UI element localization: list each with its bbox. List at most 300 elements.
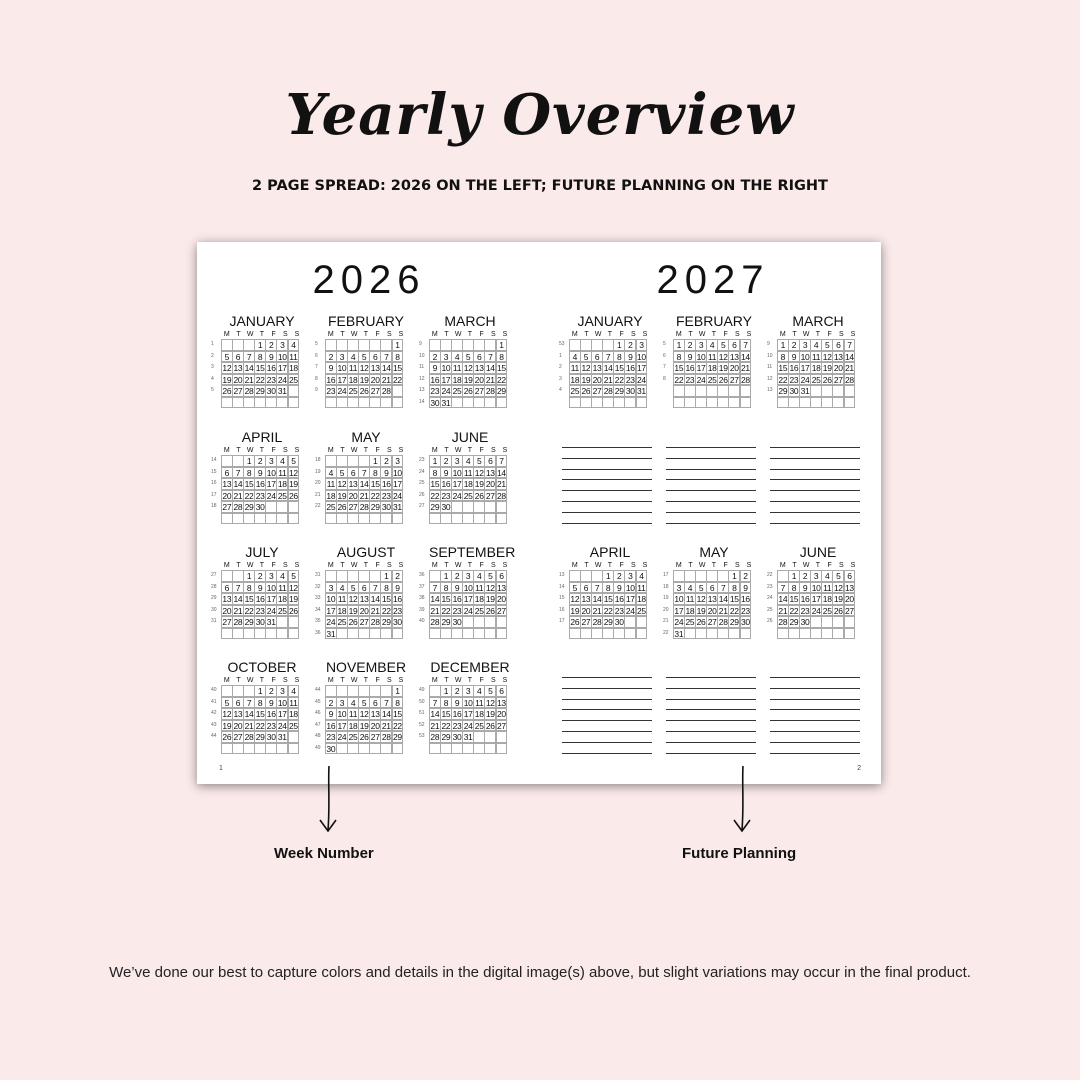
day-cell: 20: [844, 594, 854, 604]
weekday-initial: M: [431, 331, 438, 338]
day-cell: 22: [255, 720, 265, 731]
day-cell: 12: [359, 363, 369, 373]
month-name: APRIL: [241, 429, 283, 445]
day-cell: 11: [570, 363, 579, 373]
day-cell: 1: [788, 570, 800, 582]
week-row: [315, 593, 407, 605]
planning-line: [562, 709, 652, 710]
day-cell: 20: [496, 709, 506, 719]
day-cell: 2: [684, 339, 696, 351]
week-number: 53: [559, 341, 565, 347]
day-cell: 3: [451, 455, 463, 467]
day-cell: 3: [799, 339, 811, 351]
day-cell: 9: [451, 697, 463, 709]
planning-line: [770, 742, 860, 743]
week-row: [315, 720, 407, 732]
week-row: [419, 362, 511, 374]
planning-lines: [666, 447, 756, 533]
day-cell: 29: [244, 617, 254, 627]
day-cell: 30: [625, 386, 635, 396]
day-cell: 6: [232, 697, 244, 709]
day-cell: 8: [440, 582, 452, 594]
day-cell: 1: [496, 339, 508, 351]
day-cell: 4: [706, 339, 718, 351]
week-number: 1: [211, 341, 214, 347]
month-calendar: [663, 313, 755, 408]
day-cell: 22: [255, 374, 265, 385]
planning-line: [770, 709, 860, 710]
day-cell: 29: [729, 617, 739, 627]
day-cell: 7: [429, 582, 441, 594]
week-number: 13: [767, 387, 773, 393]
day-cell: [243, 339, 255, 351]
weekday-initial: W: [350, 677, 358, 684]
day-cell: [799, 397, 811, 409]
week-row: [663, 339, 755, 351]
day-cell: [254, 743, 266, 755]
day-cell: 11: [464, 467, 473, 478]
day-cell: 1: [392, 339, 404, 351]
weekday-initial: F: [271, 331, 276, 338]
day-cell: [777, 570, 789, 582]
day-cell: 27: [370, 386, 380, 396]
day-cell: 12: [337, 479, 347, 489]
planning-line: [770, 731, 860, 732]
week-number: 13: [419, 387, 425, 393]
day-cell: 24: [337, 732, 347, 742]
day-cell: 18: [707, 363, 717, 373]
day-cell: 23: [255, 605, 265, 616]
planning-line: [666, 469, 756, 470]
day-cell: 23: [789, 374, 799, 385]
day-cell: 10: [277, 697, 287, 708]
weekday-initial: S: [386, 677, 392, 684]
day-cell: 16: [266, 363, 276, 373]
week-row: [315, 743, 407, 755]
weekday-initial: S: [490, 677, 496, 684]
week-number: 17: [663, 572, 669, 578]
day-cell: 28: [430, 732, 440, 742]
month-calendar: [767, 313, 859, 408]
day-cell: [232, 628, 244, 640]
day-cell: 29: [603, 617, 613, 627]
day-cell: 5: [821, 339, 833, 351]
day-cell: 1: [254, 339, 266, 351]
day-cell: 9: [380, 467, 392, 479]
day-cell: [336, 570, 348, 582]
day-cell: 22: [244, 490, 254, 501]
weekday-initial: T: [340, 677, 345, 684]
day-cell: 16: [452, 709, 462, 719]
planning-line: [770, 720, 860, 721]
day-cell: 8: [728, 582, 740, 594]
day-cell: 24: [266, 490, 276, 501]
day-cell: 31: [800, 386, 810, 396]
week-number: 22: [663, 629, 669, 636]
day-cell: 24: [800, 374, 810, 385]
day-cell: 21: [592, 605, 602, 616]
day-cell: [810, 616, 822, 628]
day-cell: [221, 455, 233, 467]
weekday-initial: M: [223, 562, 230, 569]
day-cell: 27: [359, 617, 369, 627]
day-cell: 5: [358, 697, 370, 709]
week-row: [315, 605, 407, 617]
day-cell: 27: [833, 374, 843, 385]
week-number: 17: [211, 491, 217, 498]
weekday-initial: T: [236, 562, 241, 569]
weekday-initial: M: [571, 331, 578, 338]
day-cell: [325, 455, 337, 467]
week-row: [663, 570, 755, 582]
weekday-header: [325, 676, 407, 685]
day-cell: 26: [822, 374, 832, 385]
week-row: [419, 374, 511, 386]
day-cell: 19: [485, 594, 495, 604]
day-cell: [636, 628, 648, 640]
day-cell: [380, 339, 392, 351]
day-cell: 2: [254, 455, 266, 467]
weekday-initial: W: [594, 331, 602, 338]
week-row: [663, 616, 755, 628]
day-cell: 19: [474, 479, 484, 489]
day-cell: 27: [348, 502, 358, 512]
weekday-initial: S: [386, 447, 392, 454]
day-cell: [347, 570, 359, 582]
week-row: [211, 628, 303, 640]
week-row: [315, 478, 407, 490]
day-cell: 19: [222, 720, 232, 731]
day-cell: 12: [222, 709, 232, 719]
day-cell: 29: [614, 386, 624, 396]
week-row: [211, 685, 303, 697]
day-cell: 14: [592, 594, 602, 604]
week-row: [211, 720, 303, 732]
day-cell: 4: [684, 582, 696, 594]
day-cell: [221, 339, 233, 351]
day-cell: [777, 628, 789, 640]
weekday-initial: W: [802, 562, 810, 569]
day-cell: 23: [326, 732, 336, 742]
day-cell: [392, 513, 404, 525]
weekday-initial: W: [594, 562, 602, 569]
day-cell: 13: [370, 363, 380, 373]
day-cell: [232, 743, 244, 755]
week-number: 27: [419, 503, 425, 509]
weekday-initial: M: [431, 447, 438, 454]
week-number: 43: [211, 721, 217, 728]
day-cell: 10: [392, 467, 402, 478]
day-cell: 5: [695, 582, 707, 594]
day-cell: 6: [484, 455, 496, 467]
day-cell: 24: [463, 605, 473, 616]
day-cell: 3: [810, 570, 822, 582]
day-cell: 4: [636, 570, 648, 582]
day-cell: 9: [740, 582, 752, 594]
week-row: [663, 351, 755, 363]
planning-line: [562, 742, 652, 743]
week-number: 2: [559, 364, 562, 370]
day-cell: 26: [337, 502, 347, 512]
day-cell: [429, 628, 441, 640]
day-cell: 10: [800, 351, 810, 362]
day-cell: [473, 743, 485, 755]
day-cell: 27: [496, 720, 506, 731]
week-number: 3: [559, 375, 562, 382]
day-cell: 7: [740, 339, 752, 351]
week-row: [211, 593, 303, 605]
day-cell: 26: [485, 720, 495, 731]
day-cell: 14: [359, 479, 369, 489]
day-cell: [810, 397, 822, 409]
day-cell: 10: [452, 467, 462, 478]
day-cell: 8: [243, 467, 255, 479]
day-cell: [232, 455, 244, 467]
day-cell: [473, 397, 485, 409]
day-cell: 9: [392, 582, 404, 594]
day-cell: 7: [232, 467, 244, 479]
week-row: [559, 362, 651, 374]
week-row: [767, 397, 859, 409]
day-cell: 25: [348, 732, 358, 742]
day-cell: 28: [485, 386, 495, 396]
day-cell: [325, 339, 337, 351]
day-cell: 10: [441, 363, 451, 373]
weekday-header: [221, 446, 303, 455]
day-cell: 8: [602, 582, 614, 594]
day-cell: 13: [233, 709, 243, 719]
weekday-initial: T: [815, 562, 821, 569]
day-cell: 21: [244, 720, 254, 731]
day-cell: 19: [581, 374, 591, 385]
week-row: [211, 513, 303, 525]
day-cell: 29: [430, 502, 440, 512]
arrow-down-icon: [727, 764, 757, 836]
weekday-initial: W: [350, 447, 358, 454]
day-cell: [243, 685, 255, 697]
day-cell: 30: [740, 617, 750, 627]
day-cell: 1: [243, 455, 255, 467]
day-cell: 2: [254, 570, 266, 582]
day-cell: [265, 397, 277, 409]
day-cell: 13: [496, 697, 506, 708]
planning-line: [562, 447, 652, 448]
day-cell: 16: [255, 594, 265, 604]
day-cell: 14: [430, 594, 440, 604]
day-cell: 15: [778, 363, 788, 373]
day-cell: 5: [221, 351, 233, 363]
day-cell: 18: [452, 374, 462, 385]
week-number: 10: [419, 352, 425, 359]
day-cell: 22: [789, 605, 799, 616]
week-number: 51: [419, 710, 425, 716]
week-row: [663, 385, 755, 397]
weekday-initial: F: [479, 677, 484, 684]
day-cell: 17: [636, 363, 646, 373]
day-cell: 3: [636, 339, 648, 351]
day-cell: [832, 397, 844, 409]
day-cell: 24: [441, 386, 451, 396]
day-cell: 5: [832, 570, 844, 582]
week-number: 9: [419, 341, 422, 347]
day-cell: [569, 570, 581, 582]
day-cell: 8: [392, 697, 404, 709]
week-row: [663, 397, 755, 409]
day-cell: 11: [326, 479, 335, 489]
day-cell: [706, 385, 718, 397]
week-number: 40: [211, 687, 217, 693]
month-calendar: [663, 544, 755, 639]
day-cell: 17: [811, 594, 821, 604]
weekday-initial: F: [479, 447, 484, 454]
day-cell: 3: [462, 570, 474, 582]
day-cell: 19: [718, 363, 728, 373]
day-cell: 18: [348, 374, 358, 385]
day-cell: 2: [392, 570, 404, 582]
week-row: [315, 628, 407, 640]
day-cell: 29: [244, 502, 254, 512]
day-cell: 26: [718, 374, 728, 385]
day-cell: [462, 501, 474, 513]
day-cell: 18: [326, 490, 336, 501]
day-cell: 14: [603, 363, 613, 373]
day-cell: 7: [777, 582, 789, 594]
day-cell: 22: [441, 720, 451, 731]
week-row: [315, 351, 407, 363]
day-cell: 25: [463, 490, 473, 501]
weekday-initial: M: [327, 447, 334, 454]
day-cell: 18: [288, 363, 298, 373]
day-cell: 11: [348, 709, 358, 719]
week-number: [211, 513, 221, 525]
week-number: 8: [663, 375, 666, 382]
day-cell: 4: [347, 351, 359, 363]
day-cell: 29: [441, 732, 451, 742]
month-calendar: [315, 544, 407, 639]
day-cell: 11: [475, 582, 484, 593]
day-cell: [569, 628, 581, 640]
day-cell: 22: [496, 374, 506, 385]
week-number: 8: [315, 375, 318, 382]
day-cell: [276, 513, 288, 525]
day-cell: [496, 513, 508, 525]
day-cell: 20: [222, 490, 232, 501]
day-cell: 6: [496, 570, 508, 582]
day-cell: [369, 685, 381, 697]
day-cell: [347, 628, 359, 640]
weekday-initial: S: [502, 677, 508, 684]
day-cell: [243, 397, 255, 409]
day-cell: 16: [625, 363, 635, 373]
day-cell: [728, 385, 740, 397]
day-cell: [580, 339, 592, 351]
planning-line: [770, 458, 860, 459]
week-row: [419, 351, 511, 363]
day-cell: 27: [844, 605, 854, 616]
day-cell: 10: [625, 582, 635, 593]
day-cell: 26: [222, 386, 232, 396]
weekday-header: [429, 330, 511, 339]
week-row: [211, 570, 303, 582]
day-cell: 15: [441, 709, 451, 719]
planning-line: [770, 677, 860, 678]
weekday-initial: M: [223, 331, 230, 338]
day-cell: 3: [624, 570, 636, 582]
day-cell: 9: [325, 362, 337, 374]
week-number: 42: [211, 710, 217, 716]
day-cell: 12: [348, 594, 358, 604]
day-cell: 12: [288, 467, 298, 478]
day-cell: 6: [369, 351, 381, 363]
day-cell: 7: [591, 582, 603, 594]
week-number: 35: [315, 618, 321, 624]
planning-line: [770, 688, 860, 689]
week-number: 25: [419, 480, 425, 486]
day-cell: [695, 385, 707, 397]
day-cell: [429, 685, 441, 697]
weekday-initial: S: [398, 447, 404, 454]
weekday-header: [569, 561, 651, 570]
day-cell: 7: [243, 697, 255, 709]
day-cell: [369, 339, 381, 351]
day-cell: [440, 628, 452, 640]
weekday-initial: S: [642, 331, 648, 338]
day-cell: 3: [265, 455, 277, 467]
week-number: 27: [211, 572, 217, 578]
day-cell: [288, 513, 300, 525]
day-cell: 21: [233, 490, 243, 501]
day-cell: [288, 731, 300, 743]
day-cell: [636, 397, 648, 409]
day-cell: 13: [348, 479, 358, 489]
week-number: [211, 628, 221, 640]
weekday-initial: T: [236, 331, 241, 338]
weekday-initial: T: [444, 331, 449, 338]
day-cell: 5: [717, 339, 729, 351]
month-name: JUNE: [451, 429, 489, 445]
day-cell: 8: [613, 351, 625, 363]
day-cell: 24: [674, 617, 684, 627]
day-cell: 9: [788, 351, 800, 363]
weekday-initial: T: [259, 447, 265, 454]
day-cell: 7: [496, 455, 508, 467]
day-cell: 4: [473, 570, 485, 582]
day-cell: 24: [625, 605, 635, 616]
day-cell: 16: [441, 479, 451, 489]
day-cell: 20: [496, 594, 506, 604]
planning-lines: [562, 447, 652, 533]
day-cell: 21: [244, 374, 254, 385]
planning-line: [666, 742, 756, 743]
weekday-initial: W: [246, 331, 254, 338]
day-cell: 5: [288, 570, 300, 582]
month-name: DECEMBER: [430, 659, 510, 675]
day-cell: 9: [451, 582, 463, 594]
day-cell: 2: [788, 339, 800, 351]
day-cell: 5: [347, 582, 359, 594]
week-row: [211, 478, 303, 490]
day-cell: 11: [289, 351, 298, 362]
week-number: 41: [211, 698, 217, 705]
day-cell: 19: [833, 594, 843, 604]
day-cell: [484, 397, 496, 409]
day-cell: [602, 397, 614, 409]
week-row: [419, 628, 511, 640]
day-cell: [717, 385, 729, 397]
week-number: 23: [419, 457, 425, 463]
day-cell: 10: [636, 351, 646, 362]
week-number: [663, 397, 673, 409]
